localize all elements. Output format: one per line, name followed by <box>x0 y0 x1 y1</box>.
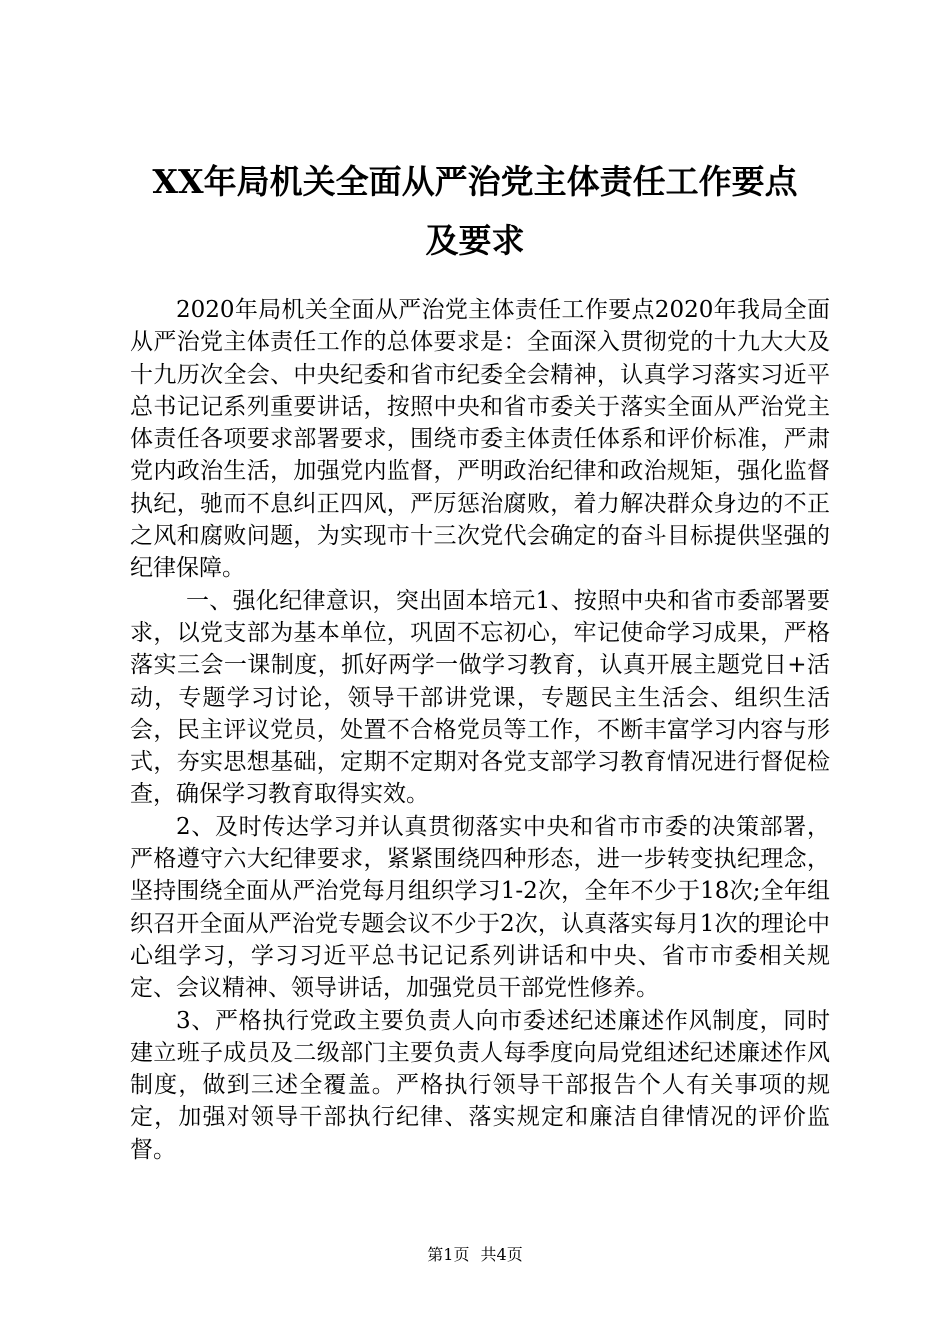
paragraph-item-2: 2、及时传达学习并认真贯彻落实中央和省市市委的决策部署，严格遵守六大纪律要求，紧紧围绕四种形态，进一步转变执纪理念，坚持围绕全面从严治党每月组织学习1-2次，全年不少于18次;全年组织召开全面从严治党专题会议不少于2次，认真落实每月1次的理论中心组学习，学习习近平总书记记系列讲话和中央、省市市委相关规定、会议精神、领导讲话，加强党员干部党性修养。 <box>130 813 830 1002</box>
paragraph-section-1: 一、强化纪律意识，突出固本培元1、按照中央和省市委部署要求，以党支部为基本单位，巩固不忘初心，牢记使命学习成果，严格落实三会一课制度，抓好两学一做学习教育，认真开展主题党日+活动，专题学习讨论，领导干部讲党课，专题民主生活会、组织生活会，民主评议党员，处置不合格党员等工作，不断丰富学习内容与形式，夯实思想基础，定期不定期对各党支部学习教育情况进行督促检查，确保学习教育取得实效。 <box>130 587 830 808</box>
document-title-line-1: XX年局机关全面从严治党主体责任工作要点 <box>152 162 798 201</box>
page-number-total: 共4页 <box>480 1245 523 1264</box>
page-footer <box>0 1245 950 1265</box>
page-number-current: 第1页 <box>427 1245 470 1264</box>
document-title-line-2: 及要求 <box>425 221 525 260</box>
document-body <box>130 294 830 1166</box>
paragraph-intro: 2020年局机关全面从严治党主体责任工作要点2020年我局全面从严治党主体责任工作的总体要求是：全面深入贯彻党的十九大大及十九历次全会、中央纪委和省市纪委全会精神，认真学习落实习近平总书记记系列重要讲话，按照中央和省市委关于落实全面从严治党主体责任各项要求部署要求，围绕市委主体责任体系和评价标准，严肃党内政治生活，加强党内监督，严明政治纪律和政治规矩，强化监督执纪，驰而不息纠正四风，严厉惩治腐败，着力解决群众身边的不正之风和腐败问题，为实现市十三次党代会确定的奋斗目标提供坚强的纪律保障。 <box>130 297 830 582</box>
paragraph-item-3: 3、严格执行党政主要负责人向市委述纪述廉述作风制度，同时建立班子成员及二级部门主要负责人每季度向局党组述纪述廉述作风制度，做到三述全覆盖。严格执行领导干部报告个人有关事项的规定，加强对领导干部执行纪律、落实规定和廉洁自律情况的评价监督。 <box>130 1007 830 1163</box>
